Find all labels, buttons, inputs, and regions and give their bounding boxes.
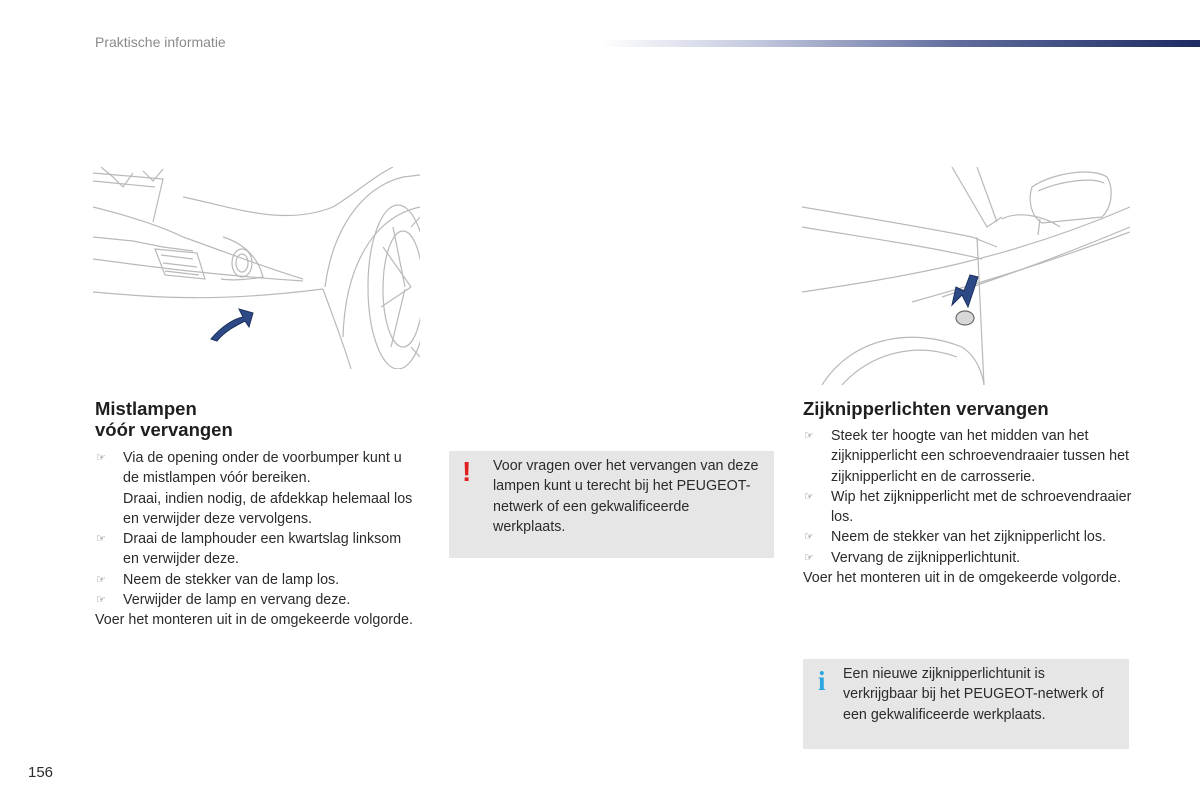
step-text: Vervang de zijknipperlichtunit. [831,549,1021,566]
exclamation-icon: ! [462,456,472,487]
step-text: Draai, indien nodig, de afdekkap helemaal los en verwijder deze vervolgens. [123,490,413,527]
list-item [803,548,1133,568]
step-text: Wip het zijknipperlicht met de schroevendraaier los. [831,488,1132,526]
list-item [95,529,420,570]
side-indicator-illustration [802,167,1130,385]
pointing-hand-icon: ☞ [96,594,106,607]
pointing-hand-icon: ☞ [96,533,106,546]
pointing-hand-icon: ☞ [96,452,106,464]
fog-lamp-section-title [95,398,420,440]
list-item [803,426,1133,487]
page-number: 156 [28,764,54,781]
warning-text: Voor vragen over het vervangen van deze lampen kunt u terecht bij het PEUGEOT-netwerk of een gekwalificeerde werkplaats. [493,458,759,535]
step-text: Neem de stekker van de lamp los. [123,571,340,588]
step-text: Draai de lamphouder een kwartslag linksom en verwijder deze. [123,531,402,568]
step-text: Verwijder de lamp en vervang deze. [123,592,351,609]
closing-text: Voer het monteren uit in de omgekeerde volgorde. [803,570,1121,587]
pointing-hand-icon: ☞ [96,573,106,586]
fog-lamp-title-line2: vóór vervangen [95,419,233,440]
closing-text: Voer het monteren uit in de omgekeerde volgorde. [95,612,413,629]
info-text: Een nieuwe zijknipperlichtunit is verkrijgbaar bij het PEUGEOT-netwerk of een gekwalificeerde werkplaats. [843,666,1104,723]
list-item [95,590,420,610]
list-item [803,487,1133,528]
pointing-hand-icon: ☞ [804,430,814,442]
fog-lamp-section [95,398,420,631]
info-box [803,659,1129,749]
fog-lamp-bumper-illustration [93,167,420,369]
list-item [95,570,420,590]
warning-box [449,451,774,558]
step-text: Neem de stekker van het zijknipperlicht los. [831,529,1106,546]
fog-lamp-steps [95,448,420,610]
side-indicator-section-title: Zijknipperlichten vervangen [803,398,1049,419]
pointing-hand-icon: ☞ [804,551,814,564]
pointing-hand-icon: ☞ [804,490,814,503]
step-text: Via de opening onder de voorbumper kunt u de mistlampen vóór bereiken. [123,450,402,487]
header-accent-bar [600,40,1200,47]
step-text: Steek ter hoogte van het midden van het zijknipperlicht een schroevendraaier tussen het zijknipperlicht en de carrosserie. [831,428,1130,485]
info-icon: i [818,666,826,696]
running-header: Praktische informatie [95,34,226,50]
fog-lamp-title-line1: Mistlampen [95,398,197,419]
pointing-hand-icon: ☞ [804,531,814,544]
side-indicator-steps [803,426,1133,568]
list-item [95,448,420,529]
side-indicator-section [803,398,1133,588]
list-item [803,527,1133,547]
